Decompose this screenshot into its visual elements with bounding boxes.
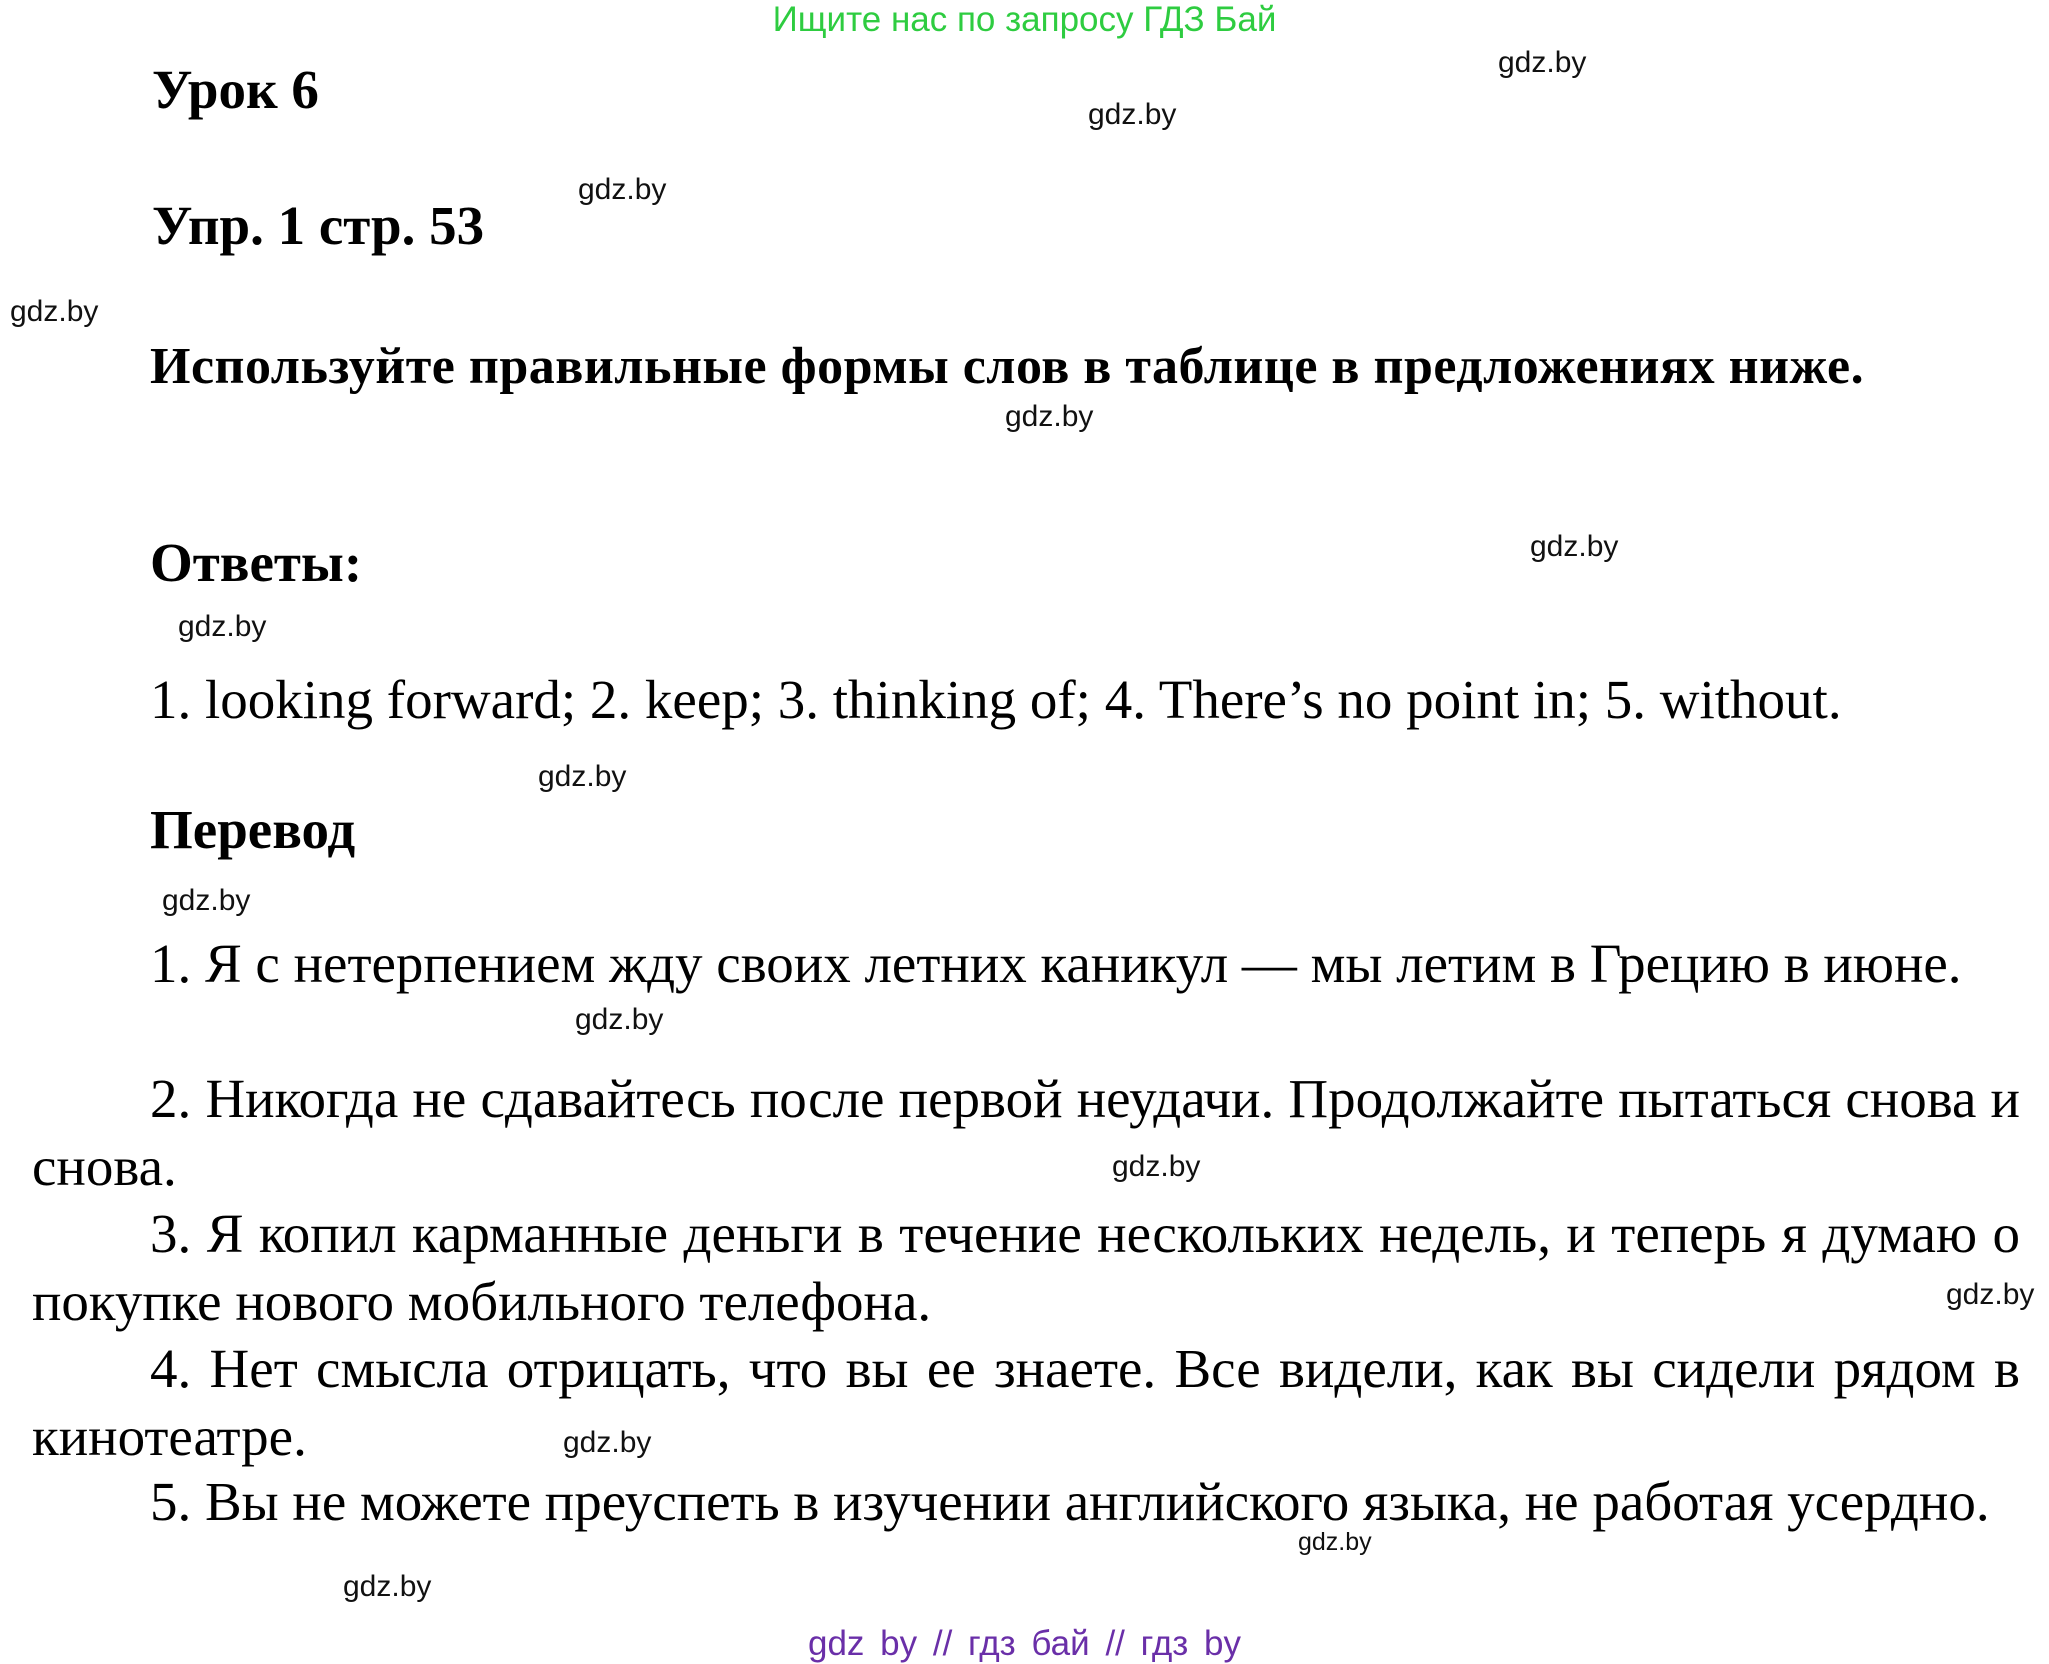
watermark: gdz.by: [578, 173, 667, 206]
watermark: gdz.by: [1005, 400, 1094, 433]
watermark: gdz.by: [1088, 98, 1177, 131]
translation-item: 4. Нет смысла отрицать, что вы ее знаете. Все видели, как вы сидели рядом в кинотеатре.: [32, 1338, 2020, 1467]
watermark: gdz.by: [1498, 46, 1587, 79]
translation-item: 2. Никогда не сдавайтесь после первой неудачи. Продолжайте пытаться снова и снова.: [32, 1068, 2020, 1197]
translation-heading: Перевод: [150, 799, 356, 860]
watermark-small: gdz.by: [1298, 1528, 1372, 1556]
bottom-banner: [0, 1624, 2049, 1664]
answers-text: 1. looking forward; 2. keep; 3. thinking of; 4. There’s no point in; 5. without.: [150, 669, 1842, 730]
translation-item: 1. Я с нетерпением жду своих летних каникул — мы летим в Грецию в июне.: [150, 933, 1962, 994]
top-banner-text: Ищите нас по запросу ГДЗ Бай: [772, 0, 1277, 39]
lesson-title: Урок 6: [152, 59, 319, 120]
bottom-banner-part: гдз by: [1140, 1624, 1241, 1663]
watermark: gdz.by: [538, 760, 627, 793]
top-banner: [0, 0, 2049, 40]
watermark: gdz.by: [343, 1570, 432, 1603]
task-text: Используйте правильные формы слов в таблице в предложениях ниже.: [150, 338, 1865, 395]
watermark: gdz.by: [1530, 530, 1619, 563]
watermark: gdz.by: [1946, 1278, 2035, 1311]
watermark: gdz.by: [162, 884, 251, 917]
bottom-banner-separator: //: [932, 1624, 953, 1663]
watermark: gdz.by: [10, 295, 99, 328]
watermark: gdz.by: [178, 610, 267, 643]
exercise-title: Упр. 1 стр. 53: [152, 195, 485, 256]
translation-item: 5. Вы не можете преуспеть в изучении английского языка, не работая усердно.: [150, 1471, 1990, 1532]
translation-item: 3. Я копил карманные деньги в течение нескольких недель, и теперь я думаю о покупке нового мобильного телефона.: [32, 1203, 2020, 1332]
bottom-banner-part: gdz by: [808, 1624, 918, 1663]
answers-heading: Ответы:: [150, 532, 363, 593]
watermark: gdz.by: [563, 1426, 652, 1459]
watermark: gdz.by: [1112, 1150, 1201, 1183]
bottom-banner-separator: //: [1105, 1624, 1125, 1663]
watermark: gdz.by: [575, 1003, 664, 1036]
bottom-banner-part: гдз бай: [968, 1624, 1090, 1663]
